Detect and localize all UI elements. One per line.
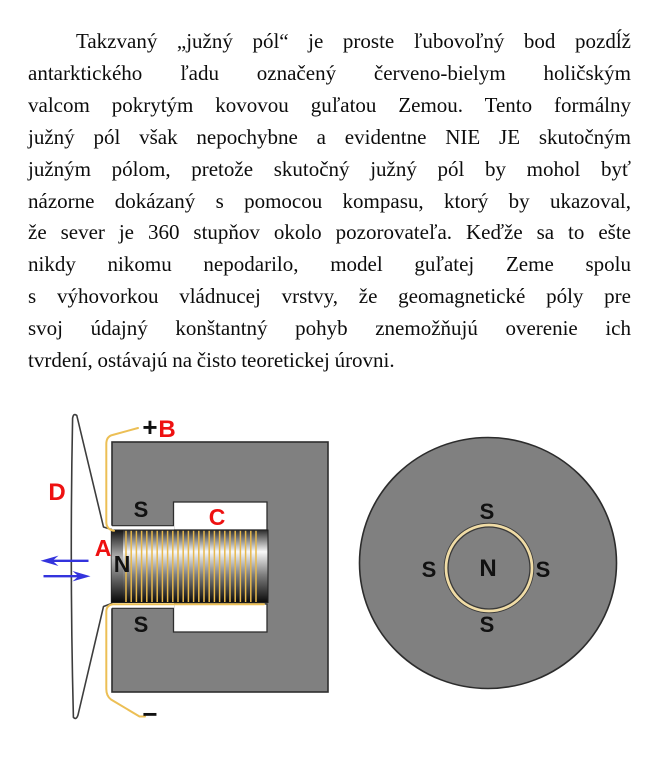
paragraph-line: valcom pokrytým kovovou guľatou Zemou. Tento formálny <box>28 92 631 117</box>
diagram-label-label-B: B <box>158 416 176 443</box>
paragraph-line: antarktického ľadu označený červeno-bielym holičským <box>28 60 631 85</box>
paragraph-line: tvrdení, ostávajú na čisto teoretickej úrovni. <box>28 348 395 373</box>
diagram-label-label-C: C <box>208 504 226 530</box>
paragraph-line: Takzvaný „južný pól“ je proste ľubovoľný bod pozdĺž <box>76 29 631 53</box>
diagram-label-front-N-center: N <box>479 555 497 582</box>
paragraph-line: južný pól však nepochybne a evidentne NIE JE skutočným <box>28 124 631 149</box>
diagram-label-terminal-minus: − <box>142 699 158 729</box>
diagram-label-pole-N: N <box>113 551 131 577</box>
diagram-label-front-S-bottom: S <box>479 612 495 637</box>
diagram-label-front-S-right: S <box>535 557 551 582</box>
paragraph-line: južným pólom, pretože skutočný južný pól by mohol byť <box>28 156 631 181</box>
paragraph-line: svoj údajný konštantný pohyb znemožňujú overenie ich <box>28 316 631 341</box>
paragraph-line: názorne dokázaný s pomocou kompasu, ktorý by ukazoval, <box>28 188 631 213</box>
diagram-label-label-D: D <box>48 479 66 506</box>
paragraph-line: že sever je 360 stupňov okolo pozorovateľa. Keďže sa to ešte <box>28 220 631 245</box>
paragraph-line: s výhovorkou vládnucej vrstvy, že geomagnetické póly pre <box>28 284 631 309</box>
bottom-gap-slot <box>174 604 268 632</box>
diagram-label-pole-S-top: S <box>133 497 149 522</box>
diagram-label-front-S-top: S <box>479 499 495 524</box>
paragraph-line: nikdy nikomu nepodarilo, model guľatej Zeme spolu <box>28 252 631 277</box>
diagram-label-terminal-plus: + <box>142 412 158 442</box>
cross-section-view <box>41 415 329 719</box>
center-pole-coil <box>112 530 269 603</box>
diagram-label-label-A: A <box>94 535 112 561</box>
diagram-label-pole-S-bottom: S <box>133 612 149 637</box>
diagram-label-front-S-left: S <box>421 557 437 582</box>
